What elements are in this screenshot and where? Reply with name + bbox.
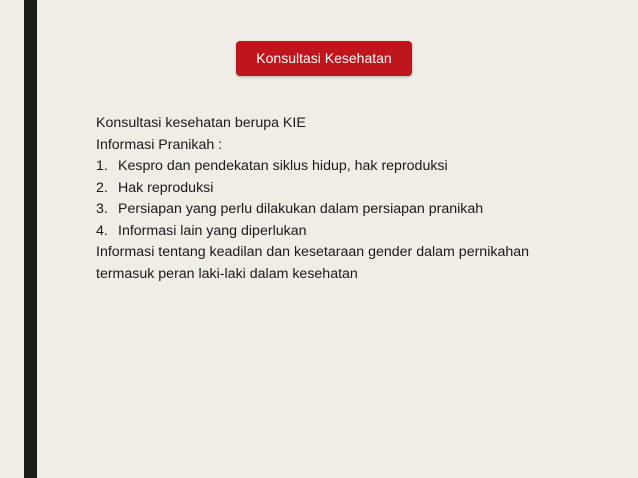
list-text: Kespro dan pendekatan siklus hidup, hak reproduksi (118, 158, 448, 174)
list-item (96, 199, 596, 221)
intro-text: Konsultasi kesehatan berupa KIE (96, 115, 306, 131)
slide-body (96, 113, 596, 285)
list-number: 1. (96, 158, 108, 174)
list-text: Persiapan yang perlu dilakukan dalam persiapan pranikah (118, 201, 484, 217)
subheading: Informasi Pranikah : (96, 136, 223, 153)
list-text: Informasi lain yang diperlukan (118, 222, 307, 239)
slide-title: Konsultasi Kesehatan (236, 41, 412, 76)
list-number: 2. (96, 179, 108, 196)
list-item (96, 178, 596, 200)
closing-line: Informasi tentang keadilan dan kesetaraan gender dalam pernikahan (96, 244, 530, 260)
list-item (96, 221, 596, 243)
left-accent-bar (24, 0, 37, 478)
list-text: Hak reproduksi (118, 179, 214, 196)
closing-line: termasuk peran laki-laki dalam kesehatan (96, 265, 358, 282)
list-number: 4. (96, 222, 108, 239)
list-number: 3. (96, 201, 108, 217)
list-item (96, 156, 596, 178)
